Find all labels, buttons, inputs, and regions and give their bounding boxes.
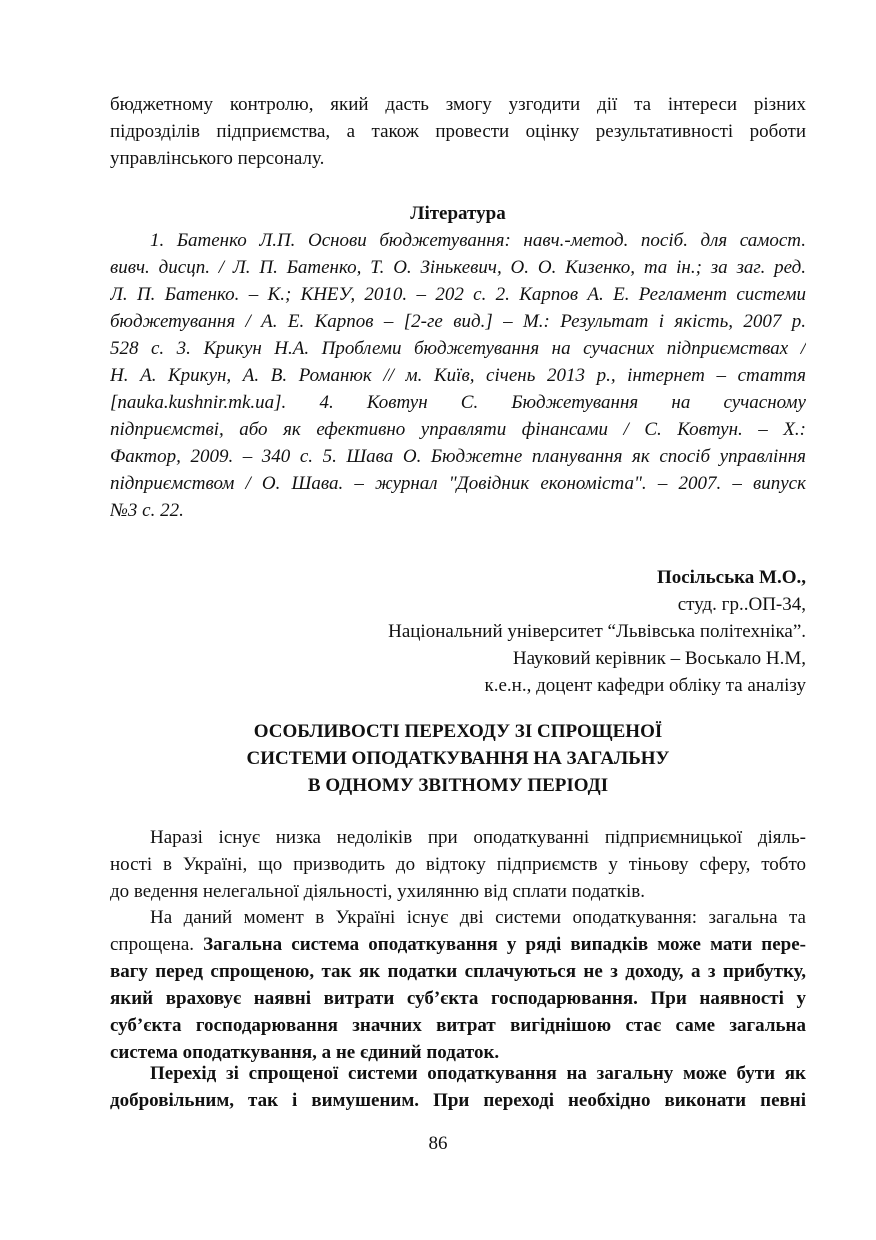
text-line — [110, 931, 806, 958]
reference-line: [naиka.kushnir.mk.иa]. 4. Ковтун С. Бюджетування на сучасному — [110, 392, 806, 413]
body-paragraph-1 — [110, 824, 806, 905]
text-line: ності в Україні, що призводить до відтоку підприємств у тіньову сферу, тобто — [110, 854, 806, 875]
body-paragraph-2 — [110, 904, 806, 1066]
reference-line: Н. А. Крикун, А. В. Романюк // м. Київ, січень 2013 р., інтернет – стаття — [110, 365, 806, 386]
text-line: Перехід зі спрощеної системи оподаткування на загальну може бути як — [150, 1063, 806, 1084]
intro-paragraph — [110, 91, 806, 172]
title-line: ОСОБЛИВОСТІ ПЕРЕХОДУ ЗІ СПРОЩЕНОЇ — [253, 721, 663, 742]
reference-line: Л. П. Батенко. – К.; КНЕУ, 2010. – 202 с. 2. Карпов А. Е. Регламент системи — [110, 284, 806, 305]
text-line: добровільним, так і вимушеним. При переході необхідно виконати певні — [110, 1090, 806, 1111]
reference-line: 1. Батенко Л.П. Основи бюджетування: навч.-метод. посіб. для самост. — [150, 230, 806, 251]
body-paragraph-3 — [110, 1060, 806, 1114]
text-line: управлінського персоналу. — [110, 148, 325, 169]
text-line: підрозділів підприємства, а також провести оцінку результативності роботи — [110, 121, 806, 142]
text-normal: спрощена. — [110, 934, 204, 955]
reference-line: вивч. дисцп. / Л. П. Батенко, Т. О. Зінькевич, О. О. Кизенко, та ін.; за заг. ред. — [110, 257, 806, 278]
text-line: Наразі існує низка недоліків при оподаткуванні підприємницької діяль- — [150, 827, 806, 848]
text-bold: Загальна система оподаткування у ряді випадків може мати пере- — [203, 934, 806, 955]
author-group: студ. гр..ОП-34, — [677, 594, 806, 615]
author-supervisor: Науковий керівник – Воськало Н.М, — [512, 648, 806, 669]
author-university: Національний університет “Львівська політехніка”. — [388, 621, 806, 642]
title-line: В ОДНОМУ ЗВІТНОМУ ПЕРІОДІ — [307, 775, 609, 796]
author-name: Посільська М.О., — [656, 567, 806, 588]
author-block — [110, 564, 806, 699]
text-line: бюджетному контролю, який дасть змогу узгодити дії та інтереси різних — [110, 94, 806, 115]
text-line: На даний момент в Україні існує дві системи оподаткування: загальна та — [150, 907, 806, 928]
reference-line: Фактор, 2009. – 340 с. 5. Шава О. Бюджетне планування як спосіб управління — [110, 446, 806, 467]
article-title — [110, 718, 806, 799]
text-line: до ведення нелегальної діяльності, ухилянню від сплати податків. — [110, 881, 645, 902]
text-line: вагу перед спрощеною, так як податки сплачуються не з доходу, а з прибутку, — [110, 961, 806, 982]
reference-line: 528 с. 3. Крикун Н.А. Проблеми бюджетування на сучасних підприємствах / — [110, 338, 806, 359]
title-line: СИСТЕМИ ОПОДАТКУВАННЯ НА ЗАГАЛЬНУ — [246, 748, 670, 769]
text-line: система оподаткування, а не єдиний податок. — [110, 1042, 500, 1063]
literature-list — [110, 227, 806, 524]
reference-line: бюджетування / А. Е. Карпов – [2-ге вид.] – М.: Результат і якість, 2007 р. — [110, 311, 806, 332]
reference-line: підприємством / О. Шава. – журнал "Довідник економіста". – 2007. – випуск — [110, 473, 806, 494]
page-number: 86 — [428, 1133, 448, 1154]
text-line: який враховує наявні витрати суб’єкта господарювання. При наявності у — [110, 988, 806, 1009]
reference-line: підприємстві, або як ефективно управляти фінансами / С. Ковтун. – Х.: — [110, 419, 806, 440]
author-position: к.е.н., доцент кафедри обліку та аналізу — [484, 675, 806, 696]
literature-heading: Література — [410, 203, 506, 224]
text-line: суб’єкта господарювання значних витрат вигіднішою стає саме загальна — [110, 1015, 806, 1036]
reference-line: №3 с. 22. — [110, 500, 184, 521]
